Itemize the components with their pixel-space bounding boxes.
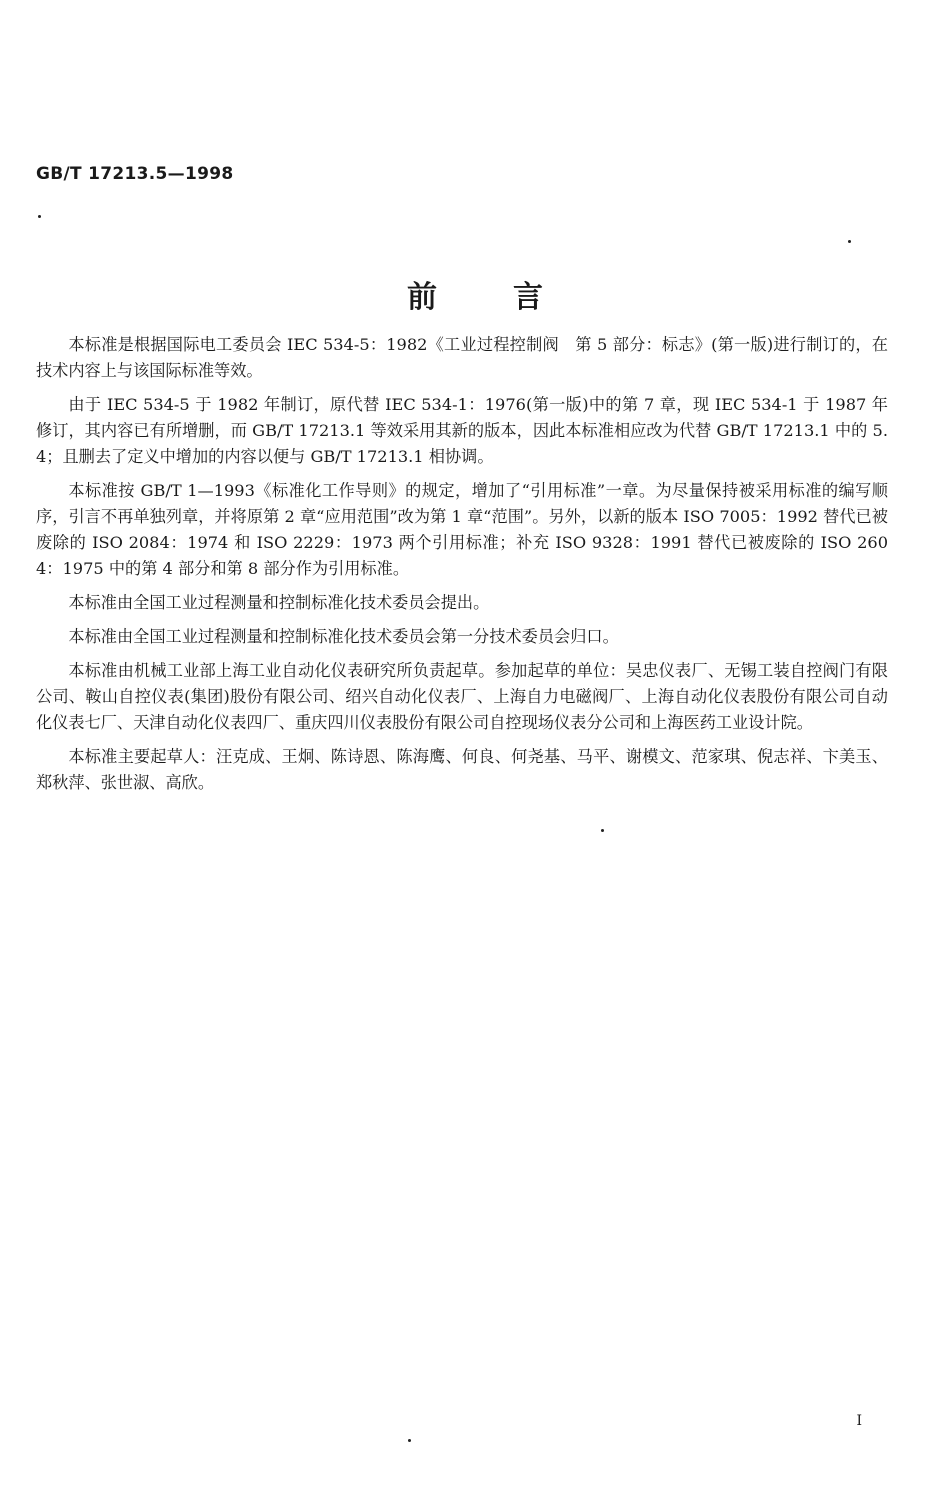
standard-code: GB/T 17213.5—1998 bbox=[36, 164, 234, 184]
paragraph-revision-history: 由于 IEC 534-5 于 1982 年制订，原代替 IEC 534-1：1976(第一版)中的第 7 章，现 IEC 534-1 于 1987 年修订，其内容已有所增删，而 GB/T 17213.1 等效采用其新的版本，因此本标准相应改为代替 GB/T 17213.1 中的 5.4；且删去了定义中增加的内容以便与 GB/T 17213.1 相协调。 bbox=[36, 395, 888, 466]
paragraph-proposed-by: 本标准由全国工业过程测量和控制标准化技术委员会提出。 bbox=[68, 593, 490, 612]
page-title: 前言 bbox=[407, 280, 619, 315]
scan-speck bbox=[848, 240, 851, 243]
scan-speck bbox=[38, 215, 41, 218]
page-number: I bbox=[856, 1413, 862, 1429]
paragraph-adoption: 本标准是根据国际电工委员会 IEC 534-5：1982《工业过程控制阀 第 5 部分：标志》(第一版)进行制订的，在技术内容上与该国际标准等效。 bbox=[36, 335, 888, 380]
paragraph-administered-by: 本标准由全国工业过程测量和控制标准化技术委员会第一分技术委员会归口。 bbox=[68, 627, 619, 646]
paragraph-referenced-standards: 本标准按 GB/T 1—1993《标准化工作导则》的规定，增加了“引用标准”一章。为尽量保持被采用标准的编写顺序，引言不再单独列章，并将原第 2 章“应用范围”改为第 1 章“范围”。另外，以新的版本 ISO 7005：1992 替代已被废除的 ISO 2084：1974 和 ISO 2229：1973 两个引用标准；补充 ISO 9328：1991 替代已被废除的 ISO 2604：1975 中的第 4 部分和第 8 部分作为引用标准。 bbox=[36, 481, 888, 578]
scan-speck bbox=[601, 829, 604, 832]
foreword-body bbox=[36, 332, 888, 804]
paragraph-main-drafters: 本标准主要起草人：汪克成、王炯、陈诗恩、陈海鹰、何良、何尧基、马平、谢模文、范家琪、倪志祥、卞美玉、郑秋萍、张世淑、高欣。 bbox=[36, 747, 888, 792]
scan-speck bbox=[408, 1439, 411, 1442]
paragraph-drafting-units: 本标准由机械工业部上海工业自动化仪表研究所负责起草。参加起草的单位：吴忠仪表厂、无锡工装自控阀门有限公司、鞍山自控仪表(集团)股份有限公司、绍兴自动化仪表厂、上海自力电磁阀厂、上海自动化仪表股份有限公司自动化仪表七厂、天津自动化仪表四厂、重庆四川仪表股份有限公司自控现场仪表分公司和上海医药工业设计院。 bbox=[36, 661, 888, 732]
